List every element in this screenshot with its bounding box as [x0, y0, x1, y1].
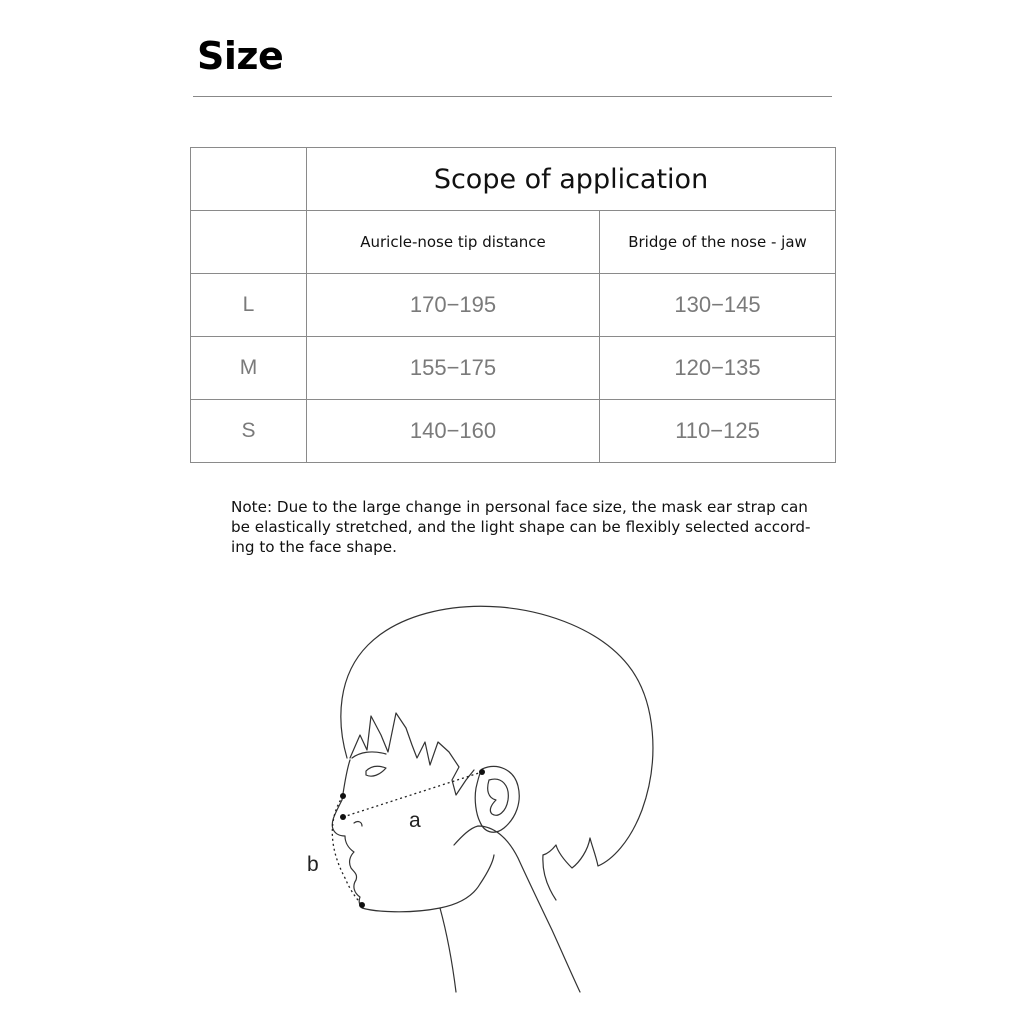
size-table: [190, 147, 836, 463]
auricle-nose-value: 140−160: [307, 400, 600, 463]
measure-point: [340, 793, 346, 799]
table-row: [191, 337, 836, 400]
table-row: [191, 400, 836, 463]
eye: [366, 766, 386, 776]
note-line: be elastically stretched, and the light shape can be flexibly selected accord-: [231, 518, 811, 536]
face-outline: [332, 760, 494, 912]
measure-point: [340, 814, 346, 820]
table-row: [191, 274, 836, 337]
label-a: a: [409, 809, 421, 832]
hair-fringe: [350, 713, 474, 795]
bridge-jaw-value: 110−125: [600, 400, 836, 463]
empty-corner-cell: [191, 211, 307, 274]
size-label: S: [191, 400, 307, 463]
note-line: ing to the face shape.: [231, 538, 397, 556]
measure-point: [479, 769, 485, 775]
label-b: b: [307, 853, 319, 876]
ear: [475, 766, 519, 832]
auricle-nose-value: 155−175: [307, 337, 600, 400]
size-label: L: [191, 274, 307, 337]
auricle-nose-value: 170−195: [307, 274, 600, 337]
note-line: Note: Due to the large change in personal face size, the mask ear strap can: [231, 498, 808, 516]
title-divider: [193, 96, 832, 97]
col-header-bridge-jaw: Bridge of the nose - jaw: [600, 211, 836, 274]
note-text: [231, 497, 816, 557]
table-subheader-row: [191, 211, 836, 274]
neck-back: [543, 855, 556, 900]
scope-header: Scope of application: [307, 148, 836, 211]
hair-outline: [341, 606, 653, 868]
eyebrow: [352, 752, 386, 758]
page-title: Size: [197, 34, 284, 78]
ear-inner: [488, 779, 509, 815]
nostril: [354, 822, 362, 826]
bridge-jaw-value: 120−135: [600, 337, 836, 400]
face-profile-illustration: [290, 600, 720, 1000]
neck-front: [440, 908, 456, 992]
jaw-line: [454, 826, 580, 992]
col-header-auricle-nose: Auricle-nose tip distance: [307, 211, 600, 274]
measure-point: [359, 902, 365, 908]
size-label: M: [191, 337, 307, 400]
bridge-jaw-value: 130−145: [600, 274, 836, 337]
table-header-row: [191, 148, 836, 211]
empty-corner-cell: [191, 148, 307, 211]
